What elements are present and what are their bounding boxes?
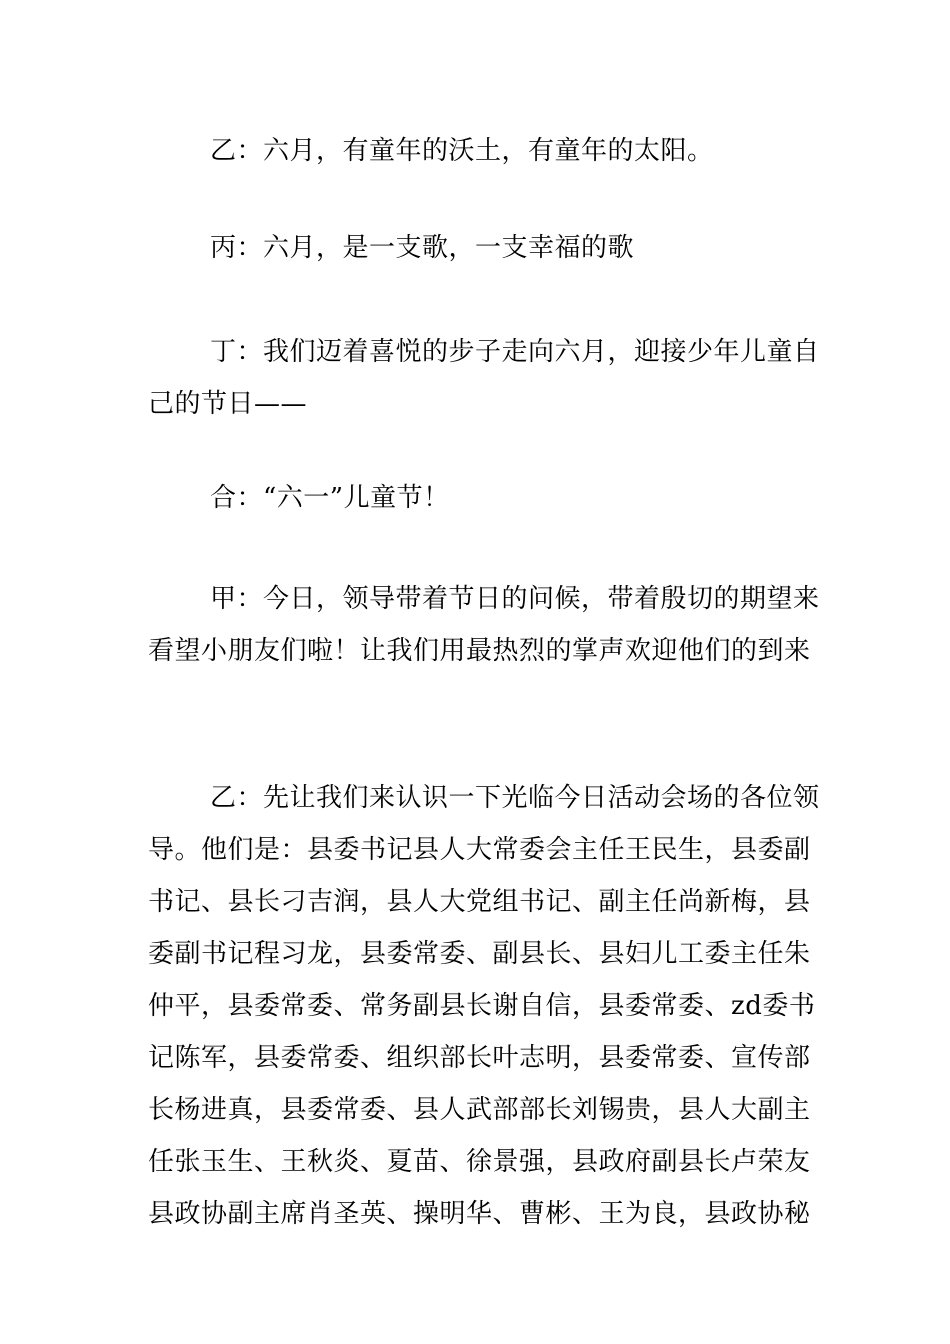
text-line: 仲平，县委常委、常务副县长谢自信，县委常委、zd委书 — [148, 991, 816, 1021]
paragraph-5 — [148, 573, 820, 677]
text-line: 丙：六月，是一支歌，一支幸福的歌 — [210, 233, 635, 263]
paragraph-1 — [148, 125, 808, 177]
text-line: 合：“六一”儿童节！ — [210, 483, 450, 513]
text-line: 记陈军，县委常委、组织部长叶志明，县委常委、宣传部 — [148, 1043, 811, 1073]
text-line: 看望小朋友们啦！让我们用最热烈的掌声欢迎他们的到来 — [148, 636, 811, 666]
text-line: 任张玉生、王秋炎、夏苗、徐景强，县政府副县长卢荣友 — [148, 1147, 811, 1177]
text-line: 乙：六月，有童年的沃土，有童年的太阳。 — [210, 136, 714, 166]
paragraph-4 — [148, 472, 808, 524]
text-line: 书记、县长刁吉润，县人大党组书记、副主任尚新梅，县 — [148, 887, 811, 917]
text-line: 导。他们是：县委书记县人大常委会主任王民生，县委副 — [148, 835, 811, 865]
paragraph-3 — [148, 326, 820, 430]
text-line: 甲：今日，领导带着节日的问候，带着殷切的期望来 — [210, 584, 820, 614]
text-line: 长杨进真，县委常委、县人武部部长刘锡贵，县人大副主 — [148, 1095, 811, 1125]
text-line: 委副书记程习龙，县委常委、副县长、县妇儿工委主任朱 — [148, 939, 811, 969]
text-line: 乙：先让我们来认识一下光临今日活动会场的各位领 — [210, 783, 820, 813]
text-line: 县政协副主席肖圣英、操明华、曹彬、王为良，县政协秘 — [148, 1199, 811, 1229]
paragraph-6 — [148, 772, 820, 1240]
text-line: 己的节日—— — [148, 389, 308, 419]
paragraph-2 — [148, 222, 808, 274]
text-line: 丁：我们迈着喜悦的步子走向六月，迎接少年儿童自 — [210, 337, 820, 367]
